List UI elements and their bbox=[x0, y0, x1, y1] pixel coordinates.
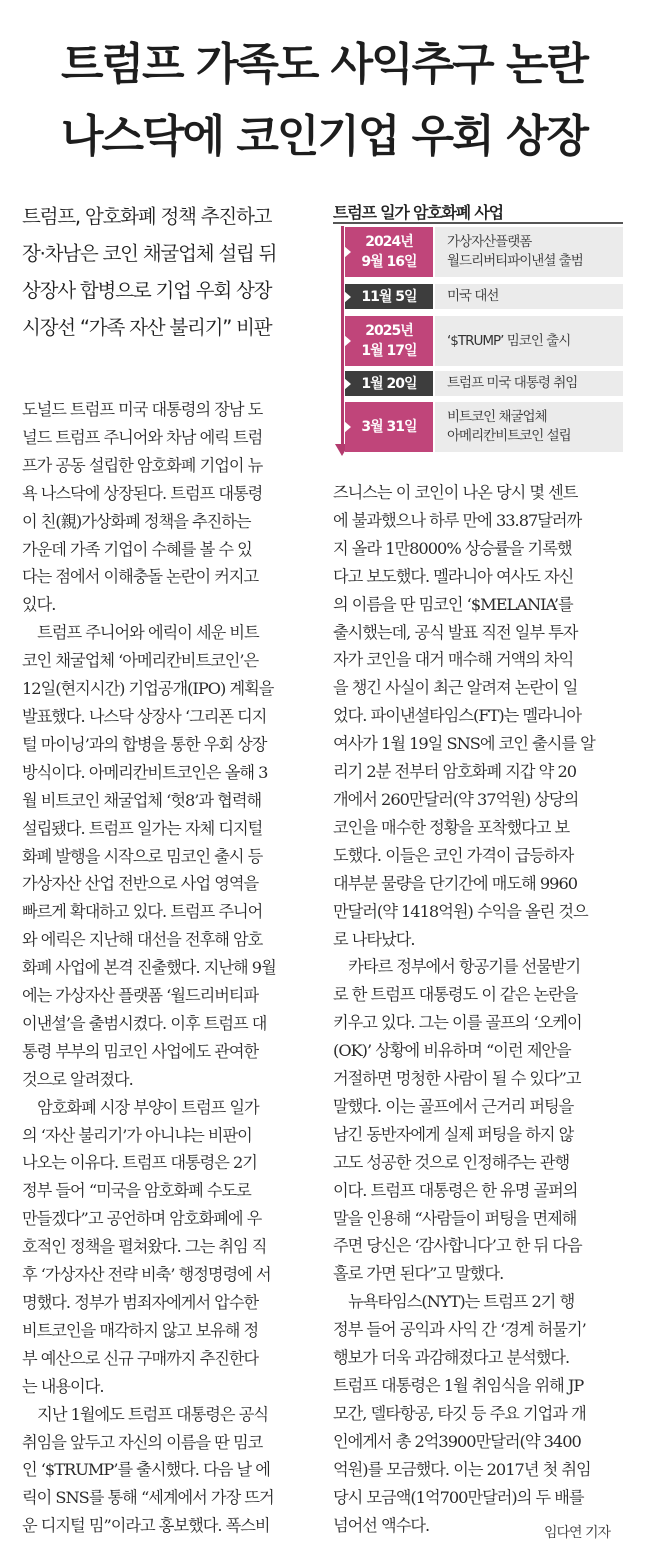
timeline-event-text: 미국 대선 bbox=[447, 288, 499, 304]
timeline-event-text: ‘$TRUMP’ 밈코인 출시 bbox=[447, 332, 571, 349]
timeline-date-text: 3월 31일 bbox=[361, 419, 417, 435]
timeline-row bbox=[333, 316, 623, 366]
body-line: 가운데 가족 기업이 수혜를 볼 수 있 bbox=[22, 539, 252, 559]
timeline-event-text: 가상자산플랫폼 bbox=[447, 234, 532, 250]
body-line: 통령 부부의 밈코인 사업에도 관여한 bbox=[22, 1041, 259, 1061]
body-line: 후 ‘가상자산 전략 비축’ 행정명령에 서 bbox=[22, 1265, 271, 1285]
body-line: 코인 채굴업체 ‘아메리칸비트코인’은 bbox=[22, 651, 259, 671]
timeline-marker-icon bbox=[344, 291, 351, 303]
timeline-date-text: 9월 16일 bbox=[361, 254, 417, 270]
headline-line-1: 트럼프 가족도 사익추구 논란 bbox=[60, 39, 587, 90]
body-line: 월 비트코인 채굴업체 ‘헛8’과 협력해 bbox=[22, 790, 262, 810]
body-line: 모간, 델타항공, 타깃 등 주요 기업과 개 bbox=[333, 1403, 586, 1423]
timeline-event bbox=[435, 227, 623, 277]
timeline-date-text: 1월 17일 bbox=[361, 343, 417, 359]
body-line: 정부 들어 공익과 사익 간 ‘경계 허물기’ bbox=[333, 1320, 586, 1340]
body-line: 는 내용이다. bbox=[22, 1376, 104, 1396]
body-line: 대부분 물량을 단기간에 매도해 9960 bbox=[333, 873, 578, 893]
body-line: 인 ‘$TRUMP’를 출시했다. 다음 날 에 bbox=[22, 1460, 270, 1480]
timeline-date bbox=[345, 371, 433, 396]
body-line: 주면 당신은 ‘감사합니다’고 한 뒤 다음 bbox=[333, 1236, 582, 1256]
body-line: 화폐 사업에 본격 진출했다. 지난해 9월 bbox=[22, 958, 276, 978]
body-line: 의 이름을 딴 밈코인 ‘$MELANIA’를 bbox=[333, 594, 573, 614]
body-line: 가상자산 산업 전반으로 사업 영역을 bbox=[22, 874, 259, 894]
body-line: 나오는 이유다. 트럼프 대통령은 2기 bbox=[22, 1153, 257, 1173]
timeline-date bbox=[345, 316, 433, 366]
body-line: 고도 성공한 것으로 인정해주는 관행 bbox=[333, 1152, 570, 1172]
body-line: 만들겠다”고 공언하며 암호화폐에 우 bbox=[22, 1209, 262, 1229]
body-line: 지 올라 1만8000% 상승률을 기록했 bbox=[333, 538, 572, 558]
timeline-event-text: 트럼프 미국 대통령 취임 bbox=[447, 375, 578, 391]
timeline-event bbox=[435, 402, 623, 452]
timeline-event-text: 비트코인 채굴업체 bbox=[447, 409, 547, 425]
body-line: 었다. 파이낸셜타임스(FT)는 멜라니아 bbox=[333, 706, 582, 726]
body-line: 카타르 정부에서 항공기를 선물받기 bbox=[333, 957, 581, 977]
body-line: 출시했는데, 공식 발표 직전 일부 투자 bbox=[333, 622, 578, 642]
body-line: 발표했다. 나스닥 상장사 ‘그리폰 디지 bbox=[22, 706, 267, 726]
body-line: 리기 2분 전부터 암호화폐 지갑 약 20 bbox=[333, 762, 577, 782]
body-line: 욕 나스닥에 상장된다. 트럼프 대통령 bbox=[22, 483, 263, 503]
body-line: 로 한 트럼프 대통령도 이 같은 논란을 bbox=[333, 985, 578, 1005]
subheadline-line: 트럼프, 암호화폐 정책 추진하고 bbox=[22, 205, 272, 228]
timeline-date-text: 2025년 bbox=[365, 323, 413, 339]
body-line: 와 에릭은 지난해 대선을 전후해 암호 bbox=[22, 930, 263, 950]
body-line: 널드 트럼프 주니어와 차남 에릭 트럼 bbox=[22, 427, 263, 447]
body-line: 화폐 발행을 시작으로 밈코인 출시 등 bbox=[22, 846, 263, 866]
body-line: 것으로 알려졌다. bbox=[22, 1069, 133, 1089]
body-line: 넘어선 액수다. bbox=[333, 1515, 430, 1535]
body-line: 트럼프 주니어와 에릭이 세운 비트 bbox=[22, 623, 259, 643]
body-line: 자가 코인을 대거 매수해 거액의 차익 bbox=[333, 650, 574, 670]
body-line: 인에게서 총 2억3900만달러(약 3400 bbox=[333, 1431, 581, 1451]
subheadline bbox=[22, 198, 322, 346]
body-line: 빠르게 확대하고 있다. 트럼프 주니어 bbox=[22, 902, 263, 922]
timeline-date bbox=[345, 402, 433, 452]
body-line: 홀로 가면 된다”고 말했다. bbox=[333, 1264, 504, 1284]
body-line: 개에서 260만달러(약 37억원) 상당의 bbox=[333, 789, 579, 809]
body-line: 뉴욕타임스(NYT)는 트럼프 2기 행 bbox=[333, 1292, 575, 1312]
body-line: 방식이다. 아메리칸비트코인은 올해 3 bbox=[22, 762, 268, 782]
subheadline-line: 시장선 “가족 자산 불리기” 비판 bbox=[22, 316, 272, 339]
body-line: 로 나타났다. bbox=[333, 929, 415, 949]
body-line: 거절하면 멍청한 사람이 될 수 있다”고 bbox=[333, 1069, 581, 1089]
body-line: 도널드 트럼프 미국 대통령의 장남 도 bbox=[22, 400, 263, 419]
body-line: 암호화폐 시장 부양이 트럼프 일가 bbox=[22, 1097, 259, 1117]
body-line: 다는 점에서 이해충돌 논란이 커지고 bbox=[22, 567, 259, 587]
timeline-marker-icon bbox=[344, 378, 351, 390]
timeline-date-text: 11월 5일 bbox=[361, 288, 417, 305]
body-line: 당시 모금액(1억700만달러)의 두 배를 bbox=[333, 1487, 584, 1507]
timeline-event bbox=[435, 316, 623, 366]
timeline-event-text: 월드리버티파이낸셜 출범 bbox=[447, 253, 583, 269]
body-line: 여사가 1월 19일 SNS에 코인 출시를 알 bbox=[333, 734, 595, 754]
timeline-date bbox=[345, 284, 433, 309]
timeline-row bbox=[333, 371, 623, 396]
body-line: 에는 가상자산 플랫폼 ‘월드리버티파 bbox=[22, 986, 259, 1006]
subheadline-line: 상장사 합병으로 기업 우회 상장 bbox=[22, 279, 272, 302]
body-line: 즈니스는 이 코인이 나온 당시 몇 센트 bbox=[333, 483, 578, 502]
subheadline-line: 장·차남은 코인 채굴업체 설립 뒤 bbox=[22, 242, 277, 265]
body-column-left bbox=[22, 396, 314, 1540]
body-line: 에 불과했으나 하루 만에 33.87달러까 bbox=[333, 510, 582, 530]
body-line: 말을 인용해 “사람들이 퍼팅을 면제해 bbox=[333, 1208, 577, 1228]
timeline-row bbox=[333, 402, 623, 452]
body-line: 12일(현지시간) 기업공개(IPO) 계획을 bbox=[22, 679, 274, 699]
body-line: 부 예산으로 신규 구매까지 추진한다 bbox=[22, 1348, 259, 1368]
body-line: 의 ‘자산 불리기’가 아니냐는 비판이 bbox=[22, 1125, 252, 1145]
timeline-event bbox=[435, 371, 623, 396]
body-line: 이낸셜’을 출범시켰다. 이후 트럼프 대 bbox=[22, 1013, 267, 1033]
timeline-date bbox=[345, 227, 433, 277]
body-line: 털 마이닝’과의 합병을 통한 우회 상장 bbox=[22, 734, 267, 754]
body-line: 있다. bbox=[22, 595, 56, 615]
body-line: 도했다. 이들은 코인 가격이 급등하자 bbox=[333, 845, 574, 865]
byline: 임다연 기자 bbox=[544, 1525, 611, 1541]
body-line: (OK)’ 상황에 비유하며 “이런 제안을 bbox=[333, 1041, 571, 1061]
body-line: 키우고 있다. 그는 이를 골프의 ‘오케이 bbox=[333, 1013, 582, 1033]
body-line: 프가 공동 설립한 암호화폐 기업이 뉴 bbox=[22, 455, 263, 475]
timeline-rule bbox=[333, 222, 623, 224]
timeline-row bbox=[333, 227, 623, 277]
body-line: 운 디지털 밈”이라고 홍보했다. 폭스비 bbox=[22, 1516, 270, 1536]
body-column-right bbox=[333, 479, 625, 1539]
body-line: 설립됐다. 트럼프 일가는 자체 디지털 bbox=[22, 818, 263, 838]
body-line: 을 챙긴 사실이 최근 알려져 논란이 일 bbox=[333, 678, 578, 698]
body-line: 호적인 정책을 펼쳐왔다. 그는 취임 직 bbox=[22, 1237, 267, 1257]
body-line: 릭이 SNS를 통해 “세계에서 가장 뜨거 bbox=[22, 1488, 274, 1508]
timeline-event bbox=[435, 284, 623, 309]
timeline-title: 트럼프 일가 암호화폐 사업 bbox=[333, 203, 503, 222]
timeline-date-text: 1월 20일 bbox=[361, 375, 417, 392]
body-line: 비트코인을 매각하지 않고 보유해 정 bbox=[22, 1320, 259, 1340]
body-line: 정부 들어 “미국을 암호화폐 수도로 bbox=[22, 1181, 251, 1201]
body-line: 코인을 매수한 정황을 포착했다고 보 bbox=[333, 817, 570, 837]
headline-line-2: 나스닥에 코인기업 우회 상장 bbox=[60, 111, 587, 162]
body-line: 이다. 트럼프 대통령은 한 유명 골퍼의 bbox=[333, 1180, 578, 1200]
body-line: 말했다. 이는 골프에서 근거리 퍼팅을 bbox=[333, 1096, 574, 1116]
timeline-marker-icon bbox=[344, 246, 351, 258]
body-line: 지난 1월에도 트럼프 대통령은 공식 bbox=[22, 1404, 268, 1424]
timeline-marker-icon bbox=[344, 421, 351, 433]
timeline-date-text: 2024년 bbox=[365, 234, 413, 250]
body-line: 명했다. 정부가 범죄자에게서 압수한 bbox=[22, 1293, 259, 1312]
body-line: 행보가 더욱 과감해졌다고 분석했다. bbox=[333, 1348, 570, 1368]
body-line: 트럼프 대통령은 1월 취임식을 위해 JP bbox=[333, 1376, 584, 1395]
body-line: 이 친(親)가상화폐 정책을 추진하는 bbox=[22, 511, 251, 531]
timeline-marker-icon bbox=[344, 335, 351, 347]
body-line: 만달러(약 1418억원) 수익을 올린 것으 bbox=[333, 901, 588, 921]
timeline-row bbox=[333, 284, 623, 309]
body-line: 남긴 동반자에게 실제 퍼팅을 하지 않 bbox=[333, 1124, 574, 1144]
body-line: 억원)를 모금했다. 이는 2017년 첫 취임 bbox=[333, 1459, 591, 1479]
timeline-event-text: 아메리칸비트코인 설립 bbox=[447, 428, 571, 444]
body-line: 취임을 앞두고 자신의 이름을 딴 밈코 bbox=[22, 1432, 263, 1452]
body-line: 다고 보도했다. 멜라니아 여사도 자신 bbox=[333, 566, 574, 586]
